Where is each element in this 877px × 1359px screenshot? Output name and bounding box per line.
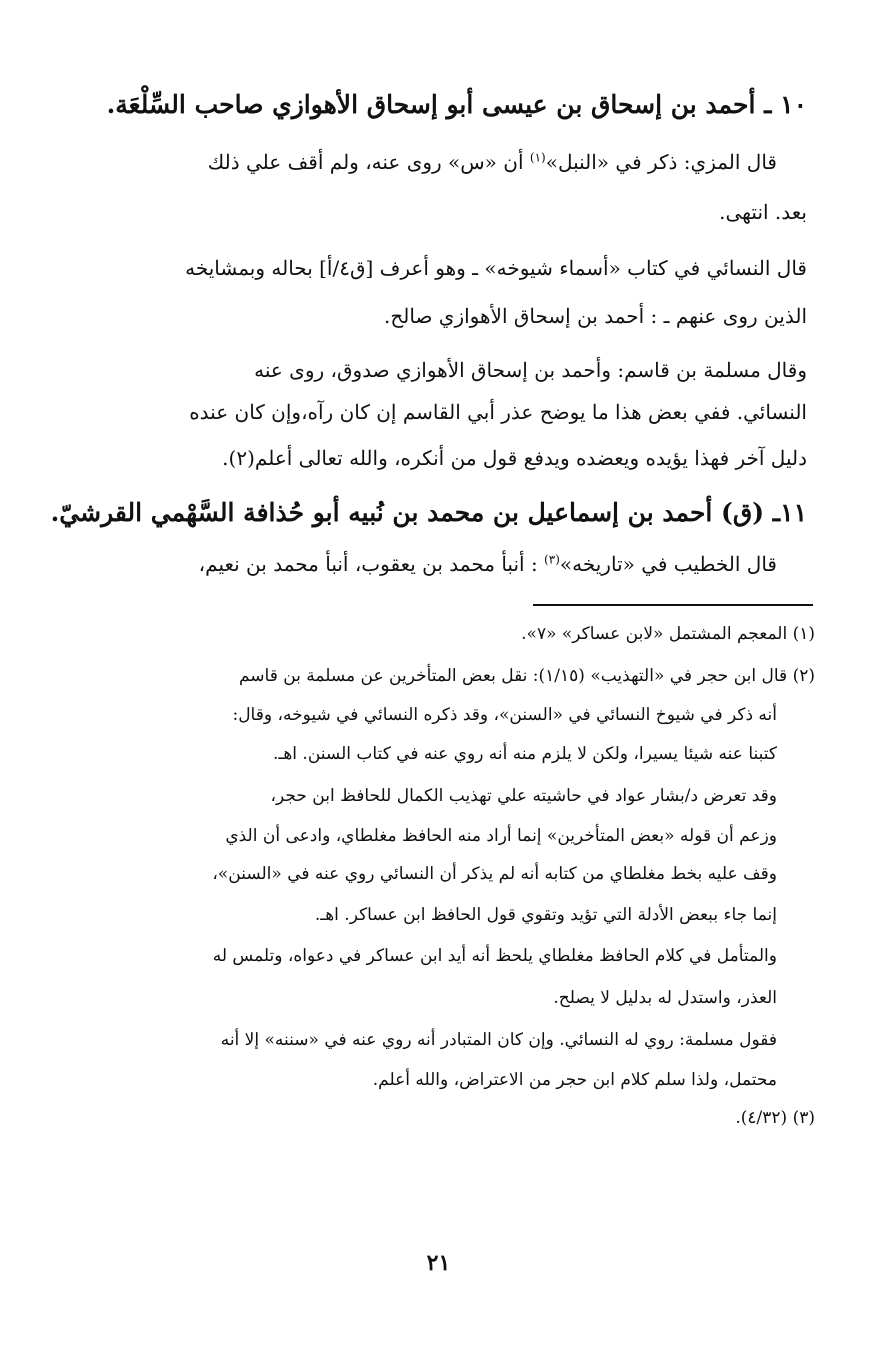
footnote-2-line: العذر، واستدل له بدليل لا يصلح. [553, 988, 777, 1008]
footnote-2-line: إنما جاء ببعض الأدلة التي تؤيد وتقوي قول الحافظ ابن عساكر. اهـ. [314, 905, 777, 925]
paragraph-line: قال النسائي في كتاب «أسماء شيوخه» ـ وهو أعرف [ق٤/أ] بحاله وبمشايخه [185, 256, 807, 280]
text-span: قال المزي: ذكر في «النبل» [545, 150, 777, 174]
text-span: قال الخطيب في «تاريخه» [559, 552, 777, 576]
footnote-2-line: كتبنا عنه شيئا يسيرا، ولكن لا يلزم منه أنه روي عنه في كتاب السنن. اهـ. [272, 744, 777, 764]
footnote-separator [533, 604, 813, 606]
paragraph-line [100, 150, 777, 174]
text-span: : أنبأ محمد بن يعقوب، أنبأ محمد بن نعيم، [198, 552, 545, 576]
text-span: أن «س» روى عنه، ولم أقف علي ذلك [207, 150, 530, 174]
footnote-2-line: أنه ذكر في شيوخ النسائي في «السنن»، وقد ذكره النسائي في شيوخه، وقال: [232, 705, 777, 725]
paragraph-line: النسائي. ففي بعض هذا ما يوضح عذر أبي القاسم إن كان رآه،وإن كان عنده [189, 400, 807, 424]
footnote-2-line: وزعم أن قوله «بعض المتأخرين» إنما أراد منه الحافظ مغلطاي، وادعى أن الذي [225, 826, 777, 846]
footnote-2-line: فقول مسلمة: روي له النسائي. وإن كان المتبادر أنه روي عنه في «سننه» إلا أنه [220, 1030, 777, 1050]
footnote-ref-1: (١) [529, 150, 546, 165]
page-number: ٢١ [426, 1250, 451, 1276]
footnote-1: (١) المعجم المشتمل «لابن عساكر» «٧». [521, 624, 815, 644]
footnote-2-line: والمتأمل في كلام الحافظ مغلطاي يلحظ أنه أيد ابن عساكر في دعواه، وتلمس له [212, 946, 777, 966]
paragraph-line: الذين روى عنهم ـ : أحمد بن إسحاق الأهوازي صالح. [384, 304, 807, 328]
footnote-ref-3: (٣) [544, 552, 560, 567]
footnote-2-line: وقف عليه بخط مغلطاي من كتابه أنه لم يذكر أن النسائي روي عنه في «السنن»، [212, 864, 777, 884]
entry-heading-10: ١٠ ـ أحمد بن إسحاق بن عيسى أبو إسحاق الأهوازي صاحب السِّلْعَة. [106, 90, 807, 119]
entry-heading-11: ١١ـ (ق) أحمد بن إسماعيل بن محمد بن نُبيه أبو حُذافة السَّهْمي القرشيّ. [50, 498, 807, 527]
paragraph-line: وقال مسلمة بن قاسم: وأحمد بن إسحاق الأهوازي صدوق، روى عنه [254, 358, 807, 382]
footnote-2: (٢) قال ابن حجر في «التهذيب» (١/١٥): نقل بعض المتأخرين عن مسلمة بن قاسم [238, 666, 815, 686]
paragraph-line [100, 552, 777, 576]
footnote-2-line: محتمل، ولذا سلم كلام ابن حجر من الاعتراض، والله أعلم. [372, 1070, 777, 1090]
footnote-2-line: وقد تعرض د/بشار عواد في حاشيته علي تهذيب الكمال للحافظ ابن حجر، [270, 786, 777, 806]
footnote-3: (٣) (٤/٣٢). [735, 1108, 815, 1128]
paragraph-line: دليل آخر فهذا يؤيده ويعضده ويدفع قول من أنكره، والله تعالى أعلم(٢). [222, 446, 807, 470]
paragraph-line: بعد. انتهى. [719, 200, 807, 224]
